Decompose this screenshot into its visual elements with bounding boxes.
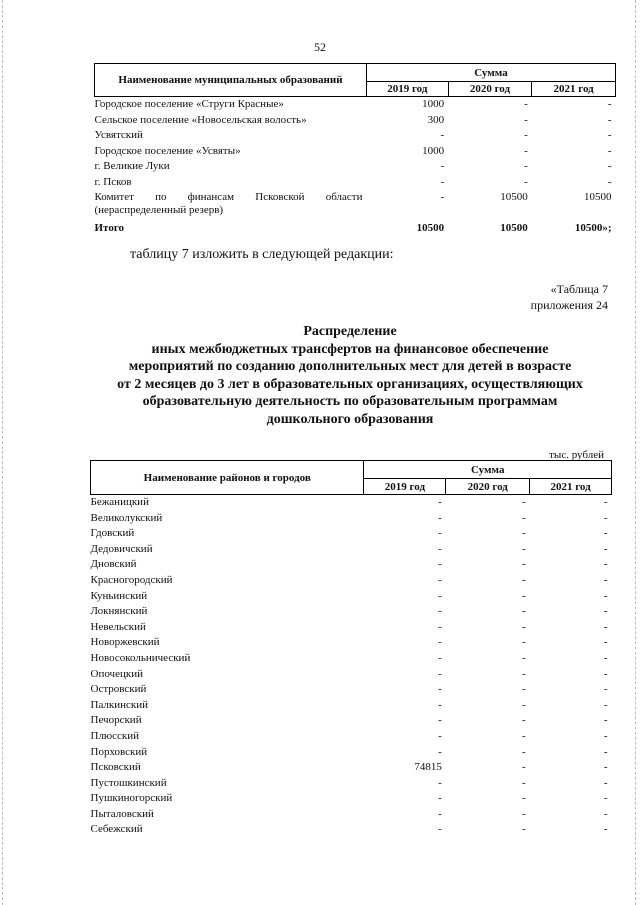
- value-2021: -: [603, 714, 608, 727]
- value-2019: -: [438, 636, 442, 649]
- value-2020: -: [521, 683, 526, 696]
- row-name: Красногородский: [90, 573, 173, 586]
- intro-text: таблицу 7 изложить в следующей редакции:: [130, 247, 394, 262]
- row-name: Палкинский: [90, 698, 149, 711]
- row-name: Себежский: [90, 823, 143, 836]
- title-line: образовательную деятельность по образовательным программам: [142, 394, 558, 409]
- value-2020: -: [521, 714, 526, 727]
- title-line: дошкольного образования: [266, 411, 434, 427]
- table-row: [95, 175, 616, 191]
- value-2019: -: [438, 589, 442, 602]
- table-row: [95, 128, 616, 144]
- value-2020: -: [524, 144, 528, 157]
- value-2020: -: [521, 573, 526, 586]
- table-row: [95, 113, 616, 129]
- title-line: иных межбюджетных трансфертов на финансовое обеспечение: [151, 341, 549, 357]
- table-row: [91, 807, 612, 823]
- value-2019: -: [438, 620, 442, 633]
- table-row: [91, 729, 612, 745]
- row-name: Островский: [90, 683, 147, 696]
- value-2019: -: [438, 605, 442, 618]
- row-name: Печорский: [90, 714, 142, 727]
- table-row-total: [95, 221, 616, 237]
- value-2019: 74815: [414, 761, 442, 774]
- value-2019: -: [438, 542, 442, 555]
- row-name: Куньинский: [90, 589, 148, 602]
- row-name: Пушкиногорский: [90, 792, 173, 805]
- value-2020: -: [521, 542, 526, 555]
- table-row: [91, 698, 612, 714]
- row-name: Сельское поселение «Новосельская волость»: [94, 113, 307, 126]
- value-2021: -: [603, 729, 608, 742]
- table-row: [91, 589, 612, 605]
- value-2019: -: [438, 527, 442, 540]
- row-name: Городское поселение «Усвяты»: [94, 144, 241, 157]
- table-row: [91, 651, 612, 667]
- value-2021: -: [607, 160, 612, 173]
- value-2019: -: [438, 683, 442, 696]
- scan-edge-right: [635, 0, 637, 905]
- value-2020: -: [521, 698, 526, 711]
- value-2020: -: [521, 776, 526, 789]
- table-row: [91, 682, 612, 698]
- value-2021: -: [607, 175, 612, 188]
- row-name: Плюсский: [90, 729, 140, 742]
- table1-header-year: 2020 год: [448, 82, 532, 97]
- table2-header-sum: Сумма: [364, 461, 612, 479]
- value-2019: -: [440, 129, 445, 142]
- value-2021: -: [603, 573, 608, 586]
- row-name: Дновский: [90, 558, 137, 571]
- value-2019: -: [438, 558, 442, 571]
- table-row: [91, 745, 612, 761]
- value-2020: -: [521, 496, 526, 508]
- total-2020: 10500: [500, 221, 528, 234]
- value-2021: -: [603, 636, 608, 649]
- table1-header-sum: Сумма: [366, 64, 615, 82]
- value-2021: -: [603, 745, 608, 758]
- table-row: [95, 97, 616, 113]
- table2-header-name: Наименование районов и городов: [91, 461, 364, 495]
- table1-header-name: Наименование муниципальных образований: [95, 64, 367, 97]
- value-2020: 10500: [500, 190, 528, 203]
- value-2019: -: [440, 160, 445, 173]
- table-row: [91, 620, 612, 636]
- row-name: Гдовский: [90, 527, 135, 540]
- value-2021: -: [607, 144, 612, 157]
- municipal-transfers-table: [94, 63, 616, 236]
- table-row: [91, 791, 612, 807]
- value-2021: -: [603, 792, 608, 805]
- units-label: тыс. рублей: [549, 449, 604, 461]
- value-2019: -: [438, 729, 442, 742]
- value-2021: -: [603, 776, 608, 789]
- value-2020: -: [521, 761, 526, 774]
- value-2020: -: [524, 113, 528, 126]
- value-2019: -: [440, 175, 445, 188]
- value-2019: -: [438, 776, 442, 789]
- row-name: Бежаницкий: [90, 496, 149, 508]
- value-2019: -: [438, 511, 442, 524]
- table-reference-line: «Таблица 7: [550, 282, 608, 296]
- table-row: [95, 144, 616, 160]
- table-row: [91, 573, 612, 589]
- table2-header-year: 2019 год: [364, 479, 446, 495]
- value-2019: -: [438, 651, 442, 664]
- value-2019: 1000: [422, 98, 445, 110]
- table-row-committee: [95, 191, 616, 221]
- table-row: [91, 760, 612, 776]
- title-line: мероприятий по созданию дополнительных мест для детей в возрасте: [128, 359, 572, 374]
- table-reference-line: приложения 24: [530, 298, 608, 312]
- value-2020: -: [521, 511, 526, 524]
- value-2020: -: [524, 98, 528, 110]
- value-2019: -: [438, 714, 442, 727]
- value-2019: -: [438, 807, 442, 820]
- scan-edge-left: [2, 0, 4, 905]
- row-name: Новоржевский: [90, 636, 160, 649]
- value-2021: -: [607, 129, 612, 142]
- table-row: [91, 635, 612, 651]
- value-2020: -: [521, 558, 526, 571]
- table2-header-year: 2020 год: [446, 479, 530, 495]
- value-2021: -: [603, 698, 608, 711]
- value-2020: -: [521, 636, 526, 649]
- table-row: [91, 604, 612, 620]
- row-name: Великолукский: [90, 511, 163, 524]
- table-row: [91, 667, 612, 683]
- row-name: Локнянский: [90, 605, 148, 618]
- value-2019: 1000: [422, 144, 445, 157]
- value-2019: -: [438, 573, 442, 586]
- value-2019: -: [440, 190, 445, 203]
- value-2020: -: [521, 807, 526, 820]
- committee-name-line1: Комитет по финансам Псковской области: [94, 190, 363, 203]
- row-name: Псковский: [90, 761, 141, 774]
- value-2020: -: [524, 160, 528, 173]
- value-2020: -: [521, 823, 526, 836]
- value-2021: -: [603, 527, 608, 540]
- table-row: [91, 526, 612, 542]
- value-2021: -: [603, 823, 608, 836]
- value-2020: -: [521, 527, 526, 540]
- table1-header-year: 2019 год: [366, 82, 448, 97]
- value-2021: -: [603, 651, 608, 664]
- row-name: Городское поселение «Струги Красные»: [94, 98, 284, 110]
- value-2021: -: [603, 605, 608, 618]
- value-2020: -: [521, 605, 526, 618]
- value-2020: -: [521, 729, 526, 742]
- value-2019: -: [438, 667, 442, 680]
- row-name: г. Великие Луки: [94, 160, 170, 173]
- table1-header-year: 2021 год: [532, 82, 616, 97]
- table-row: [91, 822, 612, 838]
- value-2021: -: [603, 542, 608, 555]
- table-row: [91, 557, 612, 573]
- value-2019: -: [438, 792, 442, 805]
- value-2021: -: [603, 620, 608, 633]
- table-row: [91, 495, 612, 511]
- title-line: Распределение: [303, 324, 397, 339]
- row-name: Усвятский: [94, 129, 143, 142]
- document-title: [60, 323, 640, 428]
- value-2021: -: [603, 807, 608, 820]
- value-2020: -: [521, 651, 526, 664]
- total-2019: 10500: [416, 221, 445, 234]
- row-name: Дедовичский: [90, 542, 153, 555]
- value-2019: -: [438, 823, 442, 836]
- value-2019: -: [438, 745, 442, 758]
- row-name: Опочецкий: [90, 667, 143, 680]
- table-row: [91, 511, 612, 527]
- table-row: [91, 713, 612, 729]
- row-name: [95, 191, 367, 221]
- total-2021: 10500»;: [574, 221, 612, 234]
- row-name: Пыталовский: [90, 807, 154, 820]
- value-2021: -: [603, 683, 608, 696]
- value-2021: -: [603, 558, 608, 571]
- row-name: г. Псков: [94, 175, 132, 188]
- table2-header-year: 2021 год: [530, 479, 612, 495]
- committee-name-line2: (нераспределенный резерв): [94, 203, 224, 216]
- value-2021: -: [607, 98, 612, 110]
- value-2021: -: [603, 761, 608, 774]
- title-line: от 2 месяцев до 3 лет в образовательных организациях, осуществляющих: [117, 376, 583, 392]
- value-2021: -: [607, 113, 612, 126]
- value-2020: -: [524, 175, 528, 188]
- value-2021: -: [603, 667, 608, 680]
- page-number: 52: [314, 40, 326, 54]
- value-2021: 10500: [584, 190, 612, 203]
- value-2020: -: [521, 620, 526, 633]
- value-2021: -: [603, 496, 608, 508]
- row-name: Пустошкинский: [90, 776, 167, 789]
- value-2020: -: [524, 129, 528, 142]
- value-2021: -: [603, 511, 608, 524]
- table-row: [91, 776, 612, 792]
- district-transfers-table: [90, 460, 612, 838]
- total-label: Итого: [94, 221, 125, 234]
- row-name: Порховский: [90, 745, 148, 758]
- value-2019: -: [438, 496, 442, 508]
- table-row: [95, 159, 616, 175]
- value-2020: -: [521, 792, 526, 805]
- value-2020: -: [521, 745, 526, 758]
- table-reference: [531, 281, 608, 313]
- table-row: [91, 542, 612, 558]
- value-2021: -: [603, 589, 608, 602]
- value-2019: 300: [427, 113, 445, 126]
- row-name: Невельский: [90, 620, 146, 633]
- value-2020: -: [521, 589, 526, 602]
- value-2020: -: [521, 667, 526, 680]
- value-2019: -: [438, 698, 442, 711]
- row-name: Новосокольнический: [90, 651, 191, 664]
